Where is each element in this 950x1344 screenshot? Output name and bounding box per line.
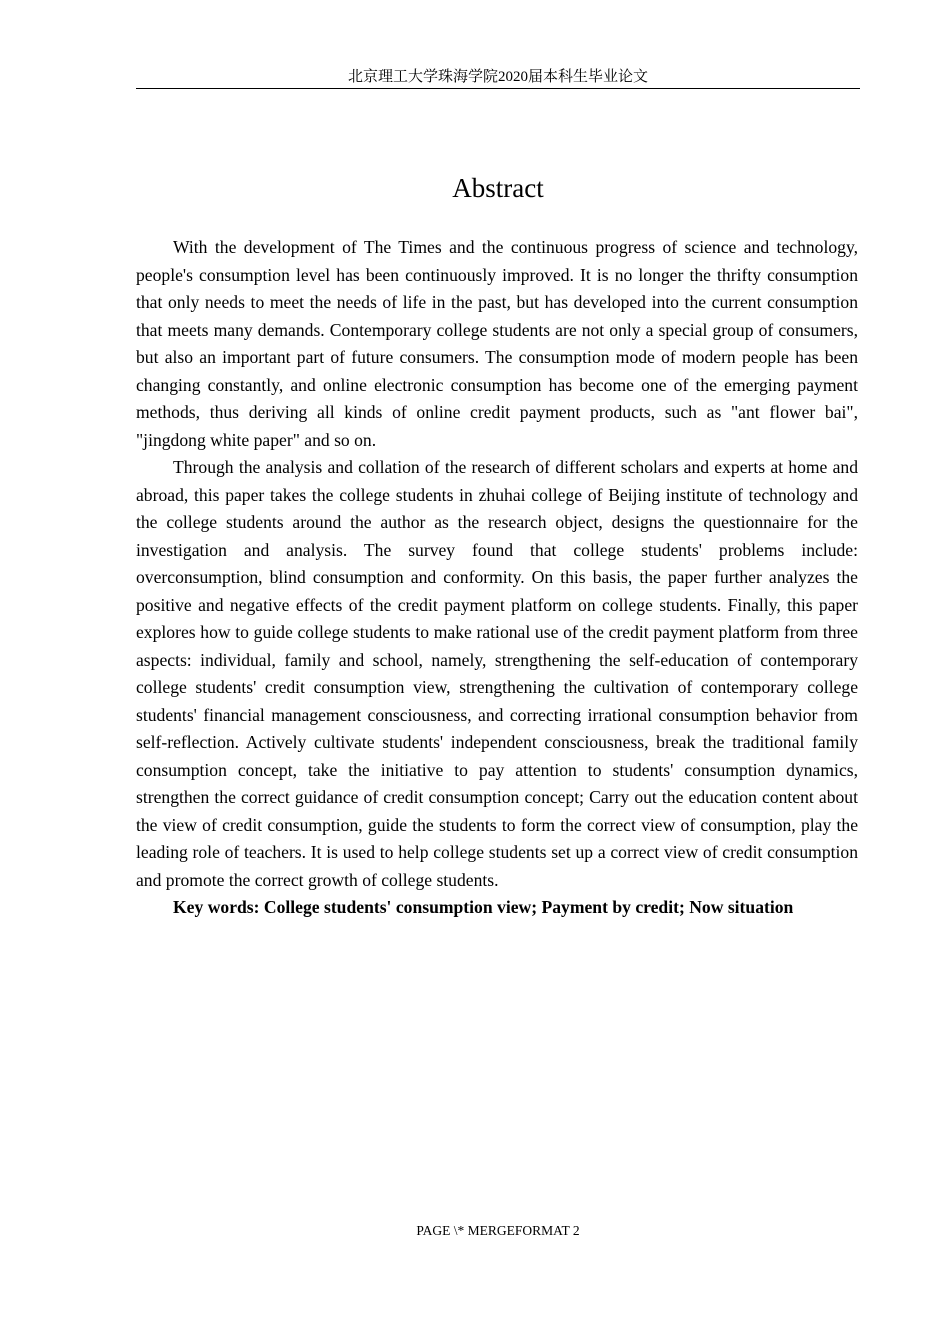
header-text: 北京理工大学珠海学院2020届本科生毕业论文 [347,69,648,85]
page-footer: PAGE \* MERGEFORMAT 2 [416,1223,580,1238]
page-header [136,66,860,89]
abstract-title: Abstract [452,173,544,203]
keywords-line: Key words: College students' consumption view; Payment by credit; Now situation [173,897,794,917]
abstract-paragraph-1: With the development of The Times and the continuous progress of science and technology, people's consumption level has been continuously improved. It is no longer the thrifty consumption that only needs to meet the needs of life in the past, but has developed into the current consumption that meets many demands. Contemporary college students are not only a special group of consumers, but also an important part of future consumers. The consumption mode of modern people has been changing constantly, and online electronic consumption has become one of the emerging payment methods, thus deriving all kinds of online credit payment products, such as "ant flower bai", "jingdong white paper" and so on. [136,237,858,450]
abstract-paragraph-2: Through the analysis and collation of the research of different scholars and experts at home and abroad, this paper takes the college students in zhuhai college of Beijing institute of technology and the college students around the author as the research object, designs the questionnaire for the investigation and analysis. The survey found that college students' problems include: overconsumption, blind consumption and conformity. On this basis, the paper further analyzes the positive and negative effects of the credit payment platform on college students. Finally, this paper explores how to guide college students to make rational use of the credit payment platform from three aspects: individual, family and school, namely, strengthening the self-education of contemporary college students' credit consumption view, strengthening the cultivation of contemporary college students' financial management consciousness, and correcting irrational consumption behavior from self-reflection. Actively cultivate students' independent consciousness, break the traditional family consumption concept, take the initiative to pay attention to students' consumption dynamics, strengthen the correct guidance of credit consumption concept; Carry out the education content about the view of credit consumption, guide the students to form the correct view of consumption, play the leading role of teachers. It is used to help college students set up a correct view of credit consumption and promote the correct growth of college students. [136,457,858,890]
abstract-body [136,234,858,922]
